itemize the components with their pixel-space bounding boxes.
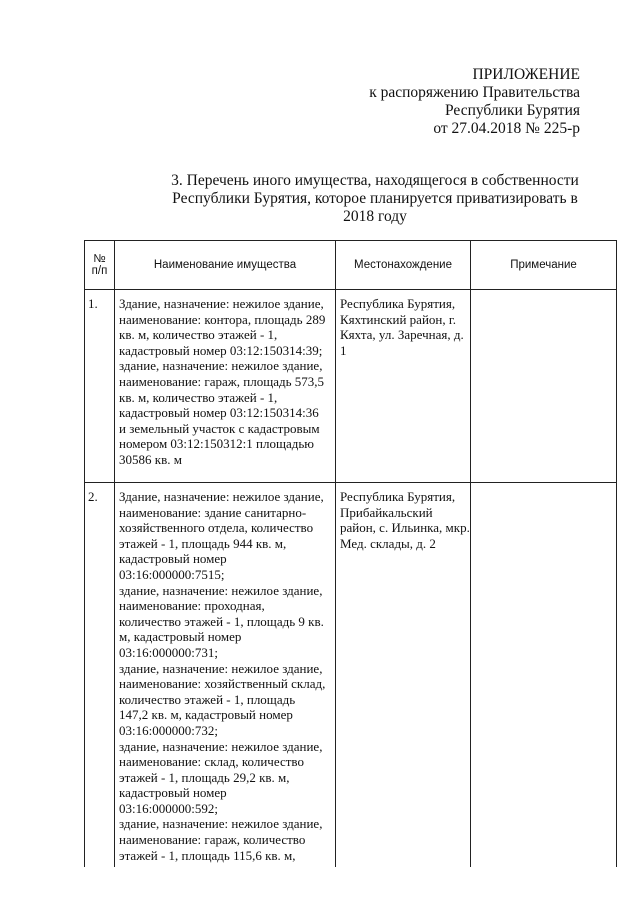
cell-line: Республика Бурятия, — [340, 489, 456, 504]
cell-line: кв. м, количество этажей - 1, — [119, 389, 278, 405]
cell-line: кадастровый номер 03:12:150314:36 — [119, 405, 319, 421]
cell-name — [115, 483, 336, 868]
cell-line: и земельный участок с кадастровым — [119, 420, 320, 436]
cell-line: 147,2 кв. м, кадастровый номер — [119, 707, 293, 723]
cell-line: количество этажей - 1, площадь — [119, 691, 296, 707]
property-table — [84, 240, 617, 867]
header-line: к распоряжению Правительства — [369, 84, 580, 101]
header-note: Примечание — [471, 241, 617, 290]
title-line: Республики Бурятия, которое планируется приватизировать в — [172, 190, 578, 207]
header-location: Местонахождение — [336, 241, 471, 290]
cell-line: хозяйственного отдела, количество — [119, 520, 314, 536]
table-row — [85, 483, 617, 868]
cell-line: здание, назначение: нежилое здание, — [119, 816, 323, 832]
cell-line: здание, назначение: нежилое здание, — [119, 738, 323, 754]
cell-note — [471, 483, 617, 868]
cell-location — [336, 290, 471, 483]
cell-line: количество этажей - 1, площадь 9 кв. — [119, 613, 324, 629]
cell-num: 1. — [85, 290, 115, 483]
cell-line: 30586 кв. м — [119, 451, 182, 467]
cell-line: Кяхтинский район, г. — [340, 311, 456, 327]
cell-note — [471, 290, 617, 483]
cell-line: кадастровый номер — [119, 785, 227, 801]
cell-line: 03:16:000000:592; — [119, 800, 218, 816]
table-header-row — [85, 241, 617, 290]
cell-line: наименование: проходная, — [119, 598, 265, 614]
cell-line: номером 03:12:150312:1 площадью — [119, 436, 314, 452]
cell-line: 03:16:000000:732; — [119, 722, 218, 738]
cell-line: наименование: хозяйственный склад, — [119, 676, 326, 692]
cell-line: здание, назначение: нежилое здание, — [119, 358, 323, 374]
cell-line: Мед. склады, д. 2 — [340, 535, 436, 551]
cell-num: 2. — [85, 483, 115, 868]
cell-line: район, с. Ильинка, мкр. — [340, 520, 470, 536]
cell-name — [115, 290, 336, 483]
cell-line: кадастровый номер 03:12:150314:39; — [119, 342, 323, 358]
cell-line: наименование: гараж, количество — [119, 832, 306, 848]
header-line: Республики Бурятия — [445, 102, 580, 119]
cell-line: наименование: контора, площадь 289 — [119, 311, 326, 327]
cell-line: наименование: здание санитарно- — [119, 504, 307, 520]
cell-line: Республика Бурятия, — [340, 296, 456, 311]
cell-line: кв. м, количество этажей - 1, — [119, 327, 278, 343]
cell-line: здание, назначение: нежилое здание, — [119, 582, 323, 598]
cell-line: м, кадастровый номер — [119, 629, 242, 645]
cell-line: наименование: склад, количество — [119, 754, 304, 770]
cell-line: этажей - 1, площадь 29,2 кв. м, — [119, 769, 290, 785]
header-line: ПРИЛОЖЕНИЕ — [472, 66, 580, 83]
header-line: от 27.04.2018 № 225-р — [433, 120, 580, 137]
cell-line: 03:16:000000:731; — [119, 644, 218, 660]
header-name: Наименование имущества — [115, 241, 336, 290]
cell-location — [336, 483, 471, 868]
cell-line: этажей - 1, площадь 115,6 кв. м, — [119, 847, 296, 863]
cell-line: Кяхта, ул. Заречная, д. — [340, 327, 464, 343]
document-title — [170, 172, 580, 226]
title-line: 3. Перечень иного имущества, находящегося в собственности — [171, 172, 579, 189]
cell-line: Здание, назначение: нежилое здание, — [119, 489, 324, 504]
cell-line: наименование: гараж, площадь 573,5 — [119, 373, 325, 389]
cell-line: кадастровый номер — [119, 551, 227, 567]
header-num: № п/п — [85, 241, 115, 290]
table-row — [85, 290, 617, 483]
title-line: 2018 году — [343, 208, 407, 225]
cell-line: Здание, назначение: нежилое здание, — [119, 296, 324, 311]
cell-line: здание, назначение: нежилое здание, — [119, 660, 323, 676]
appendix-header — [369, 66, 580, 138]
cell-line: Прибайкальский — [340, 504, 433, 520]
cell-line: 1 — [340, 342, 347, 358]
cell-line: этажей - 1, площадь 944 кв. м, — [119, 535, 287, 551]
cell-line: 03:16:000000:7515; — [119, 566, 225, 582]
